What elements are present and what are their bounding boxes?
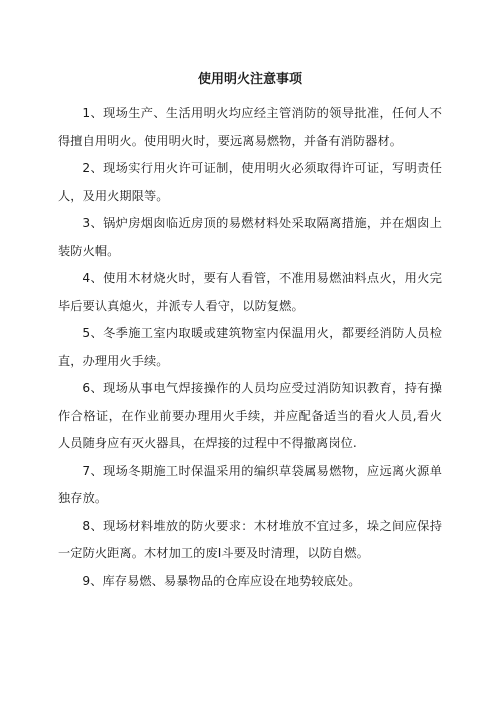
paragraph-7: 7、现场冬期施工时保温采用的编织草袋属易燃物，应远离火源单独存放。 [58,463,442,505]
paragraph-3: 3、锅炉房烟囱临近房顶的易燃材料处采取隔离措施，并在烟囱上装防火帽。 [58,216,442,258]
paragraph-4: 4、使用木材烧火时，要有人看管，不准用易燃油料点火，用火完毕后要认真熄火，并派专人看守，以防复燃。 [58,271,442,313]
paragraph-1: 1、现场生产、生活用明火均应经主管消防的领导批准，任何人不得擅自用明火。使用明火时，要远离易燃物，并备有消防器材。 [58,106,442,148]
paragraph-6: 6、现场从事电气焊接操作的人员均应受过消防知识教育，持有操作合格证，在作业前要办理用火手续，并应配备适当的看火人员,看火人员随身应有灭火器具，在焊接的过程中不得撤离岗位. [58,381,442,450]
paragraph-9: 9、库存易燃、易暴物品的仓库应设在地势较底处。 [82,573,361,588]
document-title: 使用明火注意事项 [197,72,302,87]
paragraph-5: 5、冬季施工室内取暖或建筑物室内保温用火，都要经消防人员检直，办理用火手续。 [58,326,442,368]
paragraph-2: 2、现场实行用火许可证制，使用明火必须取得许可证，写明责任人，及用火期限等。 [58,161,442,203]
paragraph-8: 8、现场材料堆放的防火要求：木材堆放不宜过多，垛之间应保持一定防火距离。木材加工的废Ⅰ斗要及时清理，以防自燃。 [58,518,442,560]
